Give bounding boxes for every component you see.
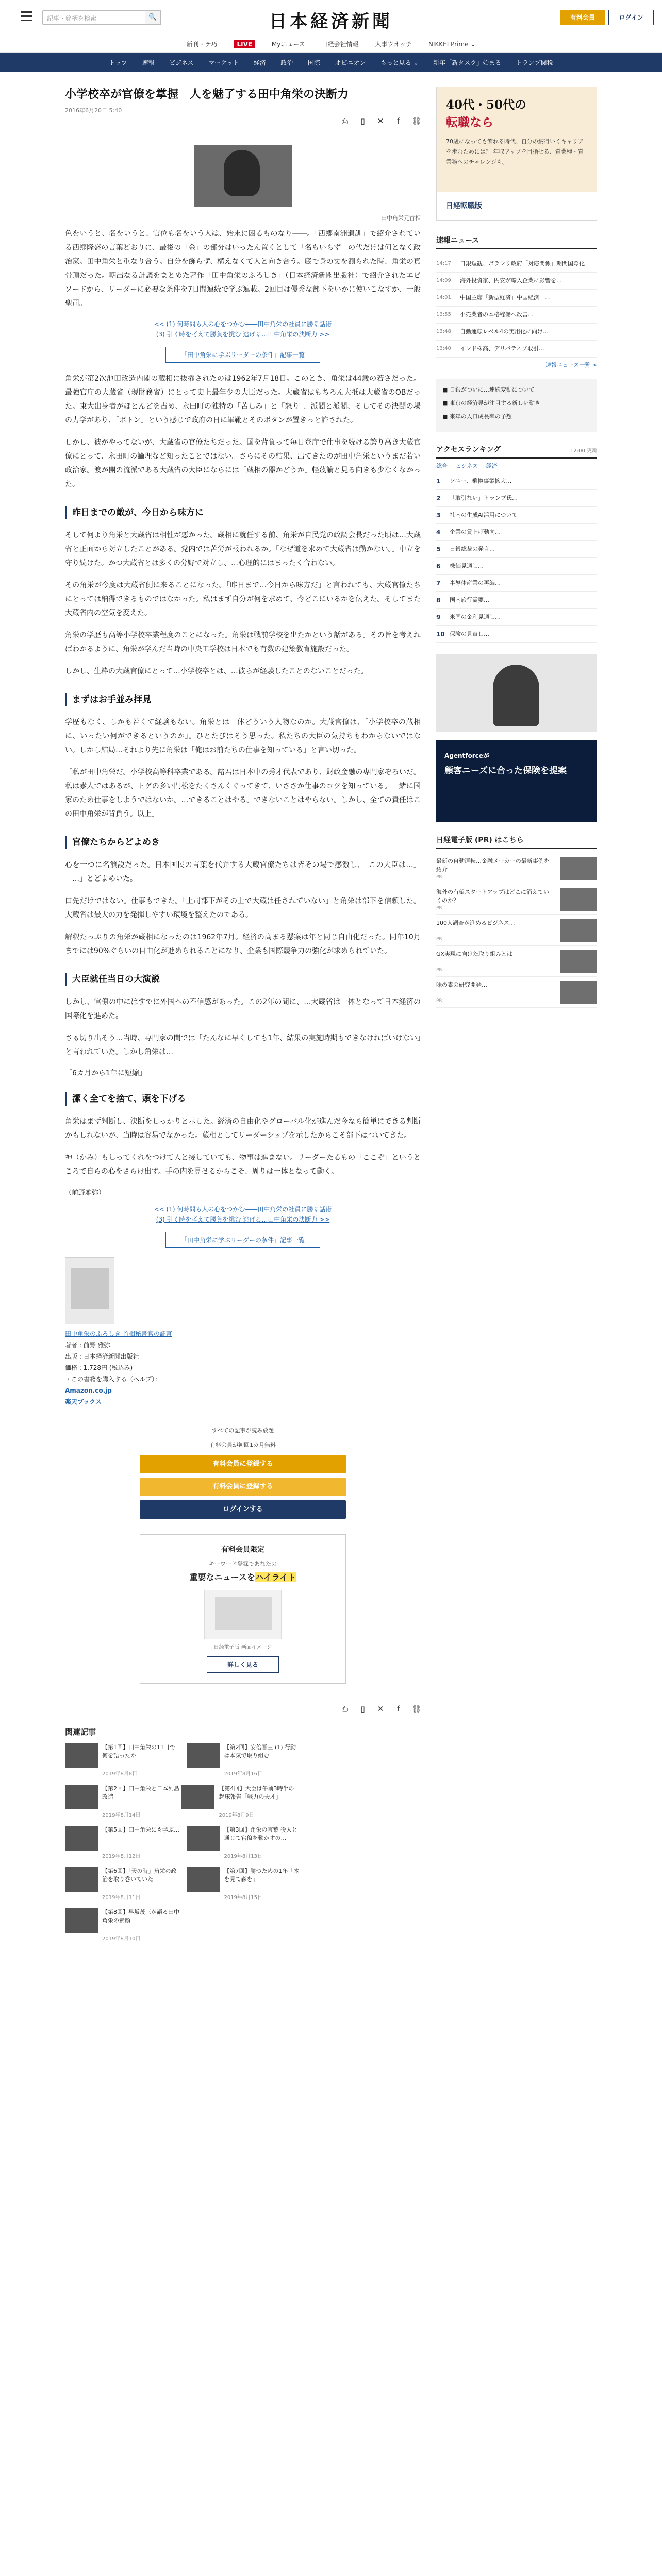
register-button[interactable]: 有料会員に登録する bbox=[140, 1455, 346, 1473]
article-paragraph: 口先だけではない。仕事もできた。「上司部下がその上で大蔵は任されていない」と角栄は部下を信頼した。大蔵省は最大の力を発揮しやすい環境を整えたのである。 bbox=[65, 897, 421, 919]
ranking-item[interactable]: 3 社内の生成AI活用について bbox=[436, 507, 597, 524]
related-articles bbox=[65, 1743, 421, 1950]
facebook-share-icon[interactable]: f bbox=[396, 116, 400, 126]
ranking-item[interactable]: 1 ソニー、乗換事業拡大… bbox=[436, 473, 597, 490]
prev-article-link[interactable]: << (1) 何時間も人の心をつかむ――田中角栄の社員に勝る話術 bbox=[154, 320, 332, 328]
ranking-item[interactable]: 6 株価見通し… bbox=[436, 558, 597, 575]
book-purchase-note: ・この書籍を購入する（ヘルプ）： bbox=[65, 1376, 161, 1383]
article-paragraph: しかし、生粋の大蔵官僚にとって…小学校卒とは、…彼らが経験したことのないことだった。 bbox=[65, 667, 368, 675]
learn-more-button[interactable]: 詳しく見る bbox=[207, 1656, 279, 1673]
related-article[interactable]: 【第3回】角栄の言葉 役人と通じて官僚を動かすの… 2019年8月13日 bbox=[187, 1826, 301, 1860]
subnav-item[interactable]: 人事ウオッチ bbox=[375, 41, 412, 48]
search-icon[interactable]: 🔍 bbox=[145, 10, 161, 25]
related-article[interactable]: 【第2回】田中角栄と日本列島改造 2019年8月14日 bbox=[65, 1785, 179, 1819]
screen-preview-image bbox=[204, 1590, 282, 1639]
article-column bbox=[65, 87, 421, 1950]
pr-item[interactable]: GX実現に向けた取り組みとは PR bbox=[436, 946, 597, 977]
related-heading: 関連記事 bbox=[65, 1727, 96, 1737]
featured-links bbox=[436, 379, 597, 432]
series-index-link[interactable]: 「田中角栄に学ぶリーダーの条件」記事一覧 bbox=[166, 347, 320, 363]
dark-ad-headline: 顧客ニーズに合った保険を提案 bbox=[444, 766, 567, 776]
ranking-item[interactable]: 5 日銀総裁の発言… bbox=[436, 541, 597, 558]
sidebar-photo-ad[interactable] bbox=[436, 654, 597, 732]
pr-item[interactable]: 海外の有望スタートアップはどこに消えていくのか？ PR bbox=[436, 884, 597, 915]
live-badge[interactable]: LIVE bbox=[234, 40, 255, 48]
article-paragraph: 「私が田中角栄だ。小学校高等科卒業である。諸君は日本中の秀才代表であり、財政金融の専門家ぞろいだ。私は素人ではあるが、トゲの多い門松をたくさんくぐってきて、いささか仕事のコツを知っている。一緒に国家のため仕事をしようではないか。…できることはやる。できないことはやらない。しかし、全ての責任はこの田中角栄が背負う。以上」 bbox=[65, 768, 421, 818]
x-share-icon[interactable]: ✕ bbox=[377, 116, 384, 126]
paywall-note: すべての記事が読み放題 bbox=[211, 1427, 274, 1434]
book-price: 価格 : 1,728円 (税込み) bbox=[65, 1364, 133, 1371]
section-heading: 官僚たちからどよめき bbox=[65, 836, 421, 849]
book-info bbox=[65, 1257, 421, 1408]
news-item[interactable]: 14:09 海外投資家、円安が輸入企業に影響を… bbox=[436, 273, 597, 290]
subnav-item[interactable]: Myニュース bbox=[271, 41, 305, 48]
paywall-note: 有料会員が初回1カ月無料 bbox=[210, 1442, 276, 1448]
ranking-tab[interactable]: 総合 bbox=[436, 463, 448, 469]
ranking-list bbox=[436, 473, 597, 643]
featured-link[interactable]: ■ 来年の人口成長率の予想 bbox=[442, 413, 512, 420]
prev-article-link[interactable]: << (1) 何時間も人の心をつかむ――田中角栄の社員に勝る話術 bbox=[154, 1206, 332, 1213]
byline: （前野雅弥） bbox=[65, 1189, 106, 1197]
ad-body: 70歳になっても飾れる時代、自分の納得いくキャリアを歩むためには？ 年収アップを目指せる、質業種・質業務へのチャレンジも。 bbox=[446, 138, 584, 165]
article-paragraph: しかし、彼がやってないが、大蔵省の官僚たちだった。国を背負って毎日登庁で仕事を続ける誇り高き大蔵官僚にとって、永田町の論理など知ったことではない。さらにその結果、出てきたのが田中角栄というまだ若い政治家。渡が開の流派である大蔵省の大臣にならには「蔵相の器かどうか」軽蔑論と見る向きも少なくなかった。 bbox=[65, 438, 421, 488]
link-share-icon[interactable]: ⛓ bbox=[411, 1704, 422, 1714]
article-paragraph: その角栄が今度は大蔵省側に来ることになった。「昨日まで…今日から味方だ」と言われても、大蔵官僚たちにとっては納得できるものではなかった。私はまず自分が何を求めて、今どこにいるかを伝えた。そしてまた大蔵省内の空気を変えた。 bbox=[65, 581, 421, 617]
x-share-icon[interactable]: ✕ bbox=[377, 1704, 384, 1714]
article-paragraph: 角栄はまず判断し、決断をしっかりと示した。経済の自由化やグローバル化が進んだ今なら簡単にできる判断かもしれないが、当時は容易でなかった。蔵相としてリーダーシップを示したからこそ部下はついてきた。 bbox=[65, 1117, 421, 1140]
article-paragraph: しかし、官僚の中にはすでに外国への不信感があった。この2年の間に、…大蔵省は一体となって日本経済の国際化を進めた。 bbox=[65, 998, 421, 1020]
article-paragraph: 角栄が第2次池田改造内閣の蔵相に抜擢されたのは1962年7月18日。このとき、角栄は44歳の若さだった。最強官庁の大蔵省（現財務省）にとって史上最年少の大臣だった。大蔵省はもちろん大抵は大蔵省のOBだった。東大出身者がほとんどを占め、永田町の独特の「苦しみ」と「怒り」、派閥と派閥、そしてその決闘の場の力学があり、「ボトン」という感じで政府の日に軍靴とそのボタンが置きっと許された。 bbox=[65, 375, 421, 425]
nav-item[interactable]: トップ bbox=[109, 59, 128, 66]
series-links-bottom bbox=[65, 1204, 421, 1225]
rakuten-link[interactable]: 楽天ブックス bbox=[65, 1398, 102, 1405]
ranking-item[interactable]: 8 国内旅行需要… bbox=[436, 592, 597, 609]
print-icon[interactable]: ⎙ bbox=[342, 1704, 349, 1714]
sub-navigation bbox=[0, 35, 662, 53]
pr-item[interactable]: 最新の自動運転…金融メーカーの最新事例を紹介 PR bbox=[436, 853, 597, 884]
nav-item[interactable]: 国際 bbox=[307, 59, 320, 66]
article-photo bbox=[194, 145, 292, 207]
site-logo[interactable]: 日本経済新聞 bbox=[269, 11, 393, 32]
link-share-icon[interactable]: ⛓ bbox=[411, 116, 422, 126]
article-paragraph: さぁ切り出そう…当時、専門家の間では「たんなに早くしても1年、結果の実施時期もできなければいけない」と言われていた。しかし角栄は… bbox=[65, 1034, 421, 1056]
main-navigation bbox=[0, 53, 662, 72]
login-button[interactable]: ログイン bbox=[608, 10, 654, 25]
ad-brand: 日経転職版 bbox=[437, 192, 597, 220]
related-article[interactable]: 【第7回】勝つための1年「木を見て森を」 2019年8月15日 bbox=[187, 1867, 301, 1901]
news-item[interactable]: 13:55 小売業者の本格稼働へ改善… bbox=[436, 307, 597, 324]
article-paragraph: 解釈たっぷりの角栄が蔵相になったのは1962年7月。経済の高まる懸案は年と同じ自由化だった。同年10月までには90%ぐらいの自由化が進められることになり、企業も国際競争力の強化が求められていた。 bbox=[65, 933, 421, 955]
nav-item[interactable]: 政治 bbox=[280, 59, 293, 66]
series-index-link[interactable]: 「田中角栄に学ぶリーダーの条件」記事一覧 bbox=[166, 1232, 320, 1248]
news-more-link[interactable]: 速報ニュース一覧 > bbox=[545, 362, 597, 368]
ranking-item[interactable]: 10 保険の見直し… bbox=[436, 626, 597, 643]
nav-item[interactable]: もっと見る ⌄ bbox=[380, 59, 419, 66]
quote-line: 「6カ月から1年に短縮」 bbox=[65, 1069, 146, 1077]
paywall-login-button[interactable]: ログインする bbox=[140, 1500, 346, 1519]
subscribe-button[interactable]: 有料会員 bbox=[560, 10, 605, 25]
next-article-link[interactable]: (3) 引く時を考えて勝負を挑む 逃げる…田中角栄の決断力 >> bbox=[156, 1216, 330, 1223]
member-promo-title: 有料会員限定 bbox=[221, 1546, 264, 1554]
article-paragraph: 心を一つに名演説だった。日本国民の言葉を代弁する大蔵官僚たちは皆その場で感激し、「この大臣は…」「…」とどよめいた。 bbox=[65, 861, 421, 883]
ad-headline-accent: 転職なら bbox=[446, 115, 493, 129]
ranking-item[interactable]: 4 企業の賃上げ動向… bbox=[436, 524, 597, 541]
subnav-item[interactable]: 新刊・テ巧 bbox=[186, 41, 218, 48]
article-date: 2016年6月20日 5:40 bbox=[65, 107, 122, 114]
section-heading: まずはお手並み拝見 bbox=[65, 693, 421, 706]
paywall bbox=[140, 1426, 346, 1519]
related-article[interactable]: 【第2回】安倍晋三 (1) 行動は本気で取り組む 2019年8月16日 bbox=[187, 1743, 301, 1777]
featured-link[interactable]: ■ 東京の経済界が注目する新しい動き bbox=[442, 400, 540, 406]
register-button-secondary[interactable]: 有料会員に登録する bbox=[140, 1478, 346, 1496]
subnav-item[interactable]: 日経会社情報 bbox=[321, 41, 359, 48]
nav-item[interactable]: マーケット bbox=[208, 59, 239, 66]
nav-item[interactable]: オピニオン bbox=[335, 59, 366, 66]
news-item[interactable]: 13:40 インド株高、デリバティブ取引… bbox=[436, 341, 597, 358]
book-publisher: 出版 : 日本経済新聞出版社 bbox=[65, 1353, 139, 1360]
pr-heading: 日経電子版 (PR) はこちら bbox=[436, 835, 597, 849]
nav-item[interactable]: 速報 bbox=[142, 59, 155, 66]
facebook-share-icon[interactable]: f bbox=[396, 1704, 400, 1714]
article-title: 小学校卒が官僚を掌握 人を魅了する田中角栄の決断力 bbox=[65, 88, 349, 101]
ranking-item[interactable]: 7 半導体産業の再編… bbox=[436, 575, 597, 592]
ranking-tab[interactable]: 経済 bbox=[486, 463, 498, 469]
section-heading: 昨日までの敵が、今日から味方に bbox=[65, 506, 421, 519]
book-title-link[interactable]: 田中角栄のふろしき 首相秘書官の証言 bbox=[65, 1330, 172, 1337]
pr-item[interactable]: 100人調査が進めるビジネス… PR bbox=[436, 915, 597, 946]
next-article-link[interactable]: (3) 引く時を考えて勝負を挑む 逃げる…田中角栄の決断力 >> bbox=[156, 331, 330, 338]
related-article[interactable]: 【第4回】大臣は午前3時半の起床報告「戦力の天才」 2019年8月9日 bbox=[181, 1785, 296, 1819]
share-toolbar bbox=[65, 116, 421, 129]
photo-caption: 田中角栄元首相 bbox=[381, 215, 421, 222]
bookmark-icon[interactable]: ▯ bbox=[360, 1704, 365, 1714]
related-article[interactable]: 【第6回】「天の時」角栄の政治を取り巻いていた 2019年8月11日 bbox=[65, 1867, 179, 1901]
ranking-heading: アクセスランキング 12:00 更新 bbox=[436, 444, 597, 459]
nav-item[interactable]: 新年「新タスク」始まる bbox=[433, 59, 502, 66]
section-heading: 大臣就任当日の大演説 bbox=[65, 973, 421, 986]
ranking-tab[interactable]: ビジネス bbox=[455, 463, 478, 469]
news-item[interactable]: 13:48 自動運転レベル4の実用化に向け… bbox=[436, 324, 597, 341]
related-article[interactable]: 【第5回】田中角栄にも学ぶ… 2019年8月12日 bbox=[65, 1826, 179, 1860]
ad-headline: 40代・50代の bbox=[446, 98, 527, 112]
member-promo-sub: キーワード登録であなたの bbox=[209, 1561, 277, 1567]
search-input[interactable]: 記事・銘柄を検索 bbox=[42, 10, 145, 25]
news-item[interactable]: 14:01 中国主席「新型経済」中国経済一… bbox=[436, 290, 597, 307]
amazon-link[interactable]: Amazon.co.jp bbox=[65, 1387, 112, 1394]
series-links bbox=[65, 319, 421, 340]
member-promo-headline: 重要なニュースをハイライト bbox=[189, 1572, 296, 1582]
article-paragraph: 神（かみ）もしってくれをつけて人と接していても、物事は進まない。リーダーたるもの「ここぞ」というところで自らの心をさらけ出す。手の内を見せるからこそ、周りは一体となって動く。 bbox=[65, 1154, 421, 1176]
pr-item[interactable]: 味の素の研究開発… PR bbox=[436, 977, 597, 1008]
article-paragraph: 色をいうと、名をいうと、官位も名をいう人は、始末に困るものなり――。「西郷南洲遺訓」で紹介されている西郷隆盛の言葉どおりに、最後の「金」の部分はいったん置くとして「名もいらず」の代だけは何となく政治家。田中角栄と重なり合う。自分を飾らず、構えなくて人と向き合う。底で身の丈を測られた時、角栄の真骨頂だった。朝出なる計議をまとめた著作「田中角栄のふろしき」（日本経済新聞出版社）で紹介されたエピソードから、リーダーに必要な条件を7日間連続で学ぶ連載。2回目は優秀な部下をいかに使いこなすか、一般聖司。 bbox=[65, 230, 421, 308]
top-header bbox=[0, 0, 662, 35]
book-cover[interactable] bbox=[65, 1257, 114, 1324]
dark-ad-title: Agentforceが bbox=[444, 752, 489, 759]
sidebar bbox=[436, 87, 597, 1008]
career-ad[interactable] bbox=[436, 87, 597, 221]
section-heading: 潔く全てを捨て、頭を下げる bbox=[65, 1092, 421, 1106]
ranking-item[interactable]: 2 「取引ない」トランプ氏… bbox=[436, 490, 597, 507]
ranking-tabs bbox=[436, 462, 597, 470]
share-toolbar-bottom bbox=[65, 1704, 421, 1717]
article-paragraph: 角栄の学歴も高等小学校卒業程度のことになった。角栄は戦前学校を出たかという話がある。その旨を考えればわかるように、角栄が学んだ当時の中央工学校は日本でも有数の建築教育施設だった。 bbox=[65, 631, 421, 653]
member-promo bbox=[140, 1534, 346, 1684]
sidebar-dark-ad[interactable] bbox=[436, 740, 597, 822]
print-icon[interactable]: ⎙ bbox=[342, 116, 349, 126]
preview-caption: 日経電子版 画面イメージ bbox=[213, 1645, 272, 1650]
related-article[interactable]: 【第1回】田中角栄の11日で何を語ったか 2019年8月8日 bbox=[65, 1743, 179, 1777]
subnav-item[interactable]: NIKKEI Prime ⌄ bbox=[428, 41, 476, 48]
breaking-news-list bbox=[436, 256, 597, 358]
ranking-item[interactable]: 9 米国の金利見通し… bbox=[436, 609, 597, 626]
news-item[interactable]: 14:17 日銀短観、ボランリ政府「対応関係」期間国際化 bbox=[436, 256, 597, 273]
featured-link[interactable]: ■ 日銀がついに…連続変動について bbox=[442, 386, 535, 393]
article-paragraph: そして何より角栄と大蔵省は相性が悪かった。蔵相に就任する前、角栄が自民党の政調会長だった頃は…大蔵省と正面から対立したことがある。党内では苦労が報われるか。「なぜ道を求めて大蔵省は動かない。」中立を守り続けた。かつ大蔵省とは多くの分野で対立し、…心理的にはまったく合わない。 bbox=[65, 531, 421, 567]
bookmark-icon[interactable]: ▯ bbox=[360, 116, 365, 126]
book-author: 著者 : 前野 雅弥 bbox=[65, 1342, 110, 1349]
nav-item[interactable]: 経済 bbox=[253, 59, 266, 66]
nav-item[interactable]: トランプ関税 bbox=[516, 59, 553, 66]
article-paragraph: 学歴もなく、しかも若くて経験もない。角栄とは一体どういう人物なのか。大蔵官僚は、「小学校卒の蔵相に、いったい何ができるというのか」。ひとたびはそう思った。私たちの大臣の気持ちもわからないではない。しかし結局…それより先に角栄は「俺はお前たちの仕事を知っている」と言い切った。 bbox=[65, 718, 421, 754]
related-article[interactable]: 【第8回】早坂茂三が語る田中角栄の素顔 2019年8月10日 bbox=[65, 1908, 179, 1942]
nav-item[interactable]: ビジネス bbox=[169, 59, 194, 66]
breaking-news-heading: 速報ニュース bbox=[436, 235, 597, 249]
